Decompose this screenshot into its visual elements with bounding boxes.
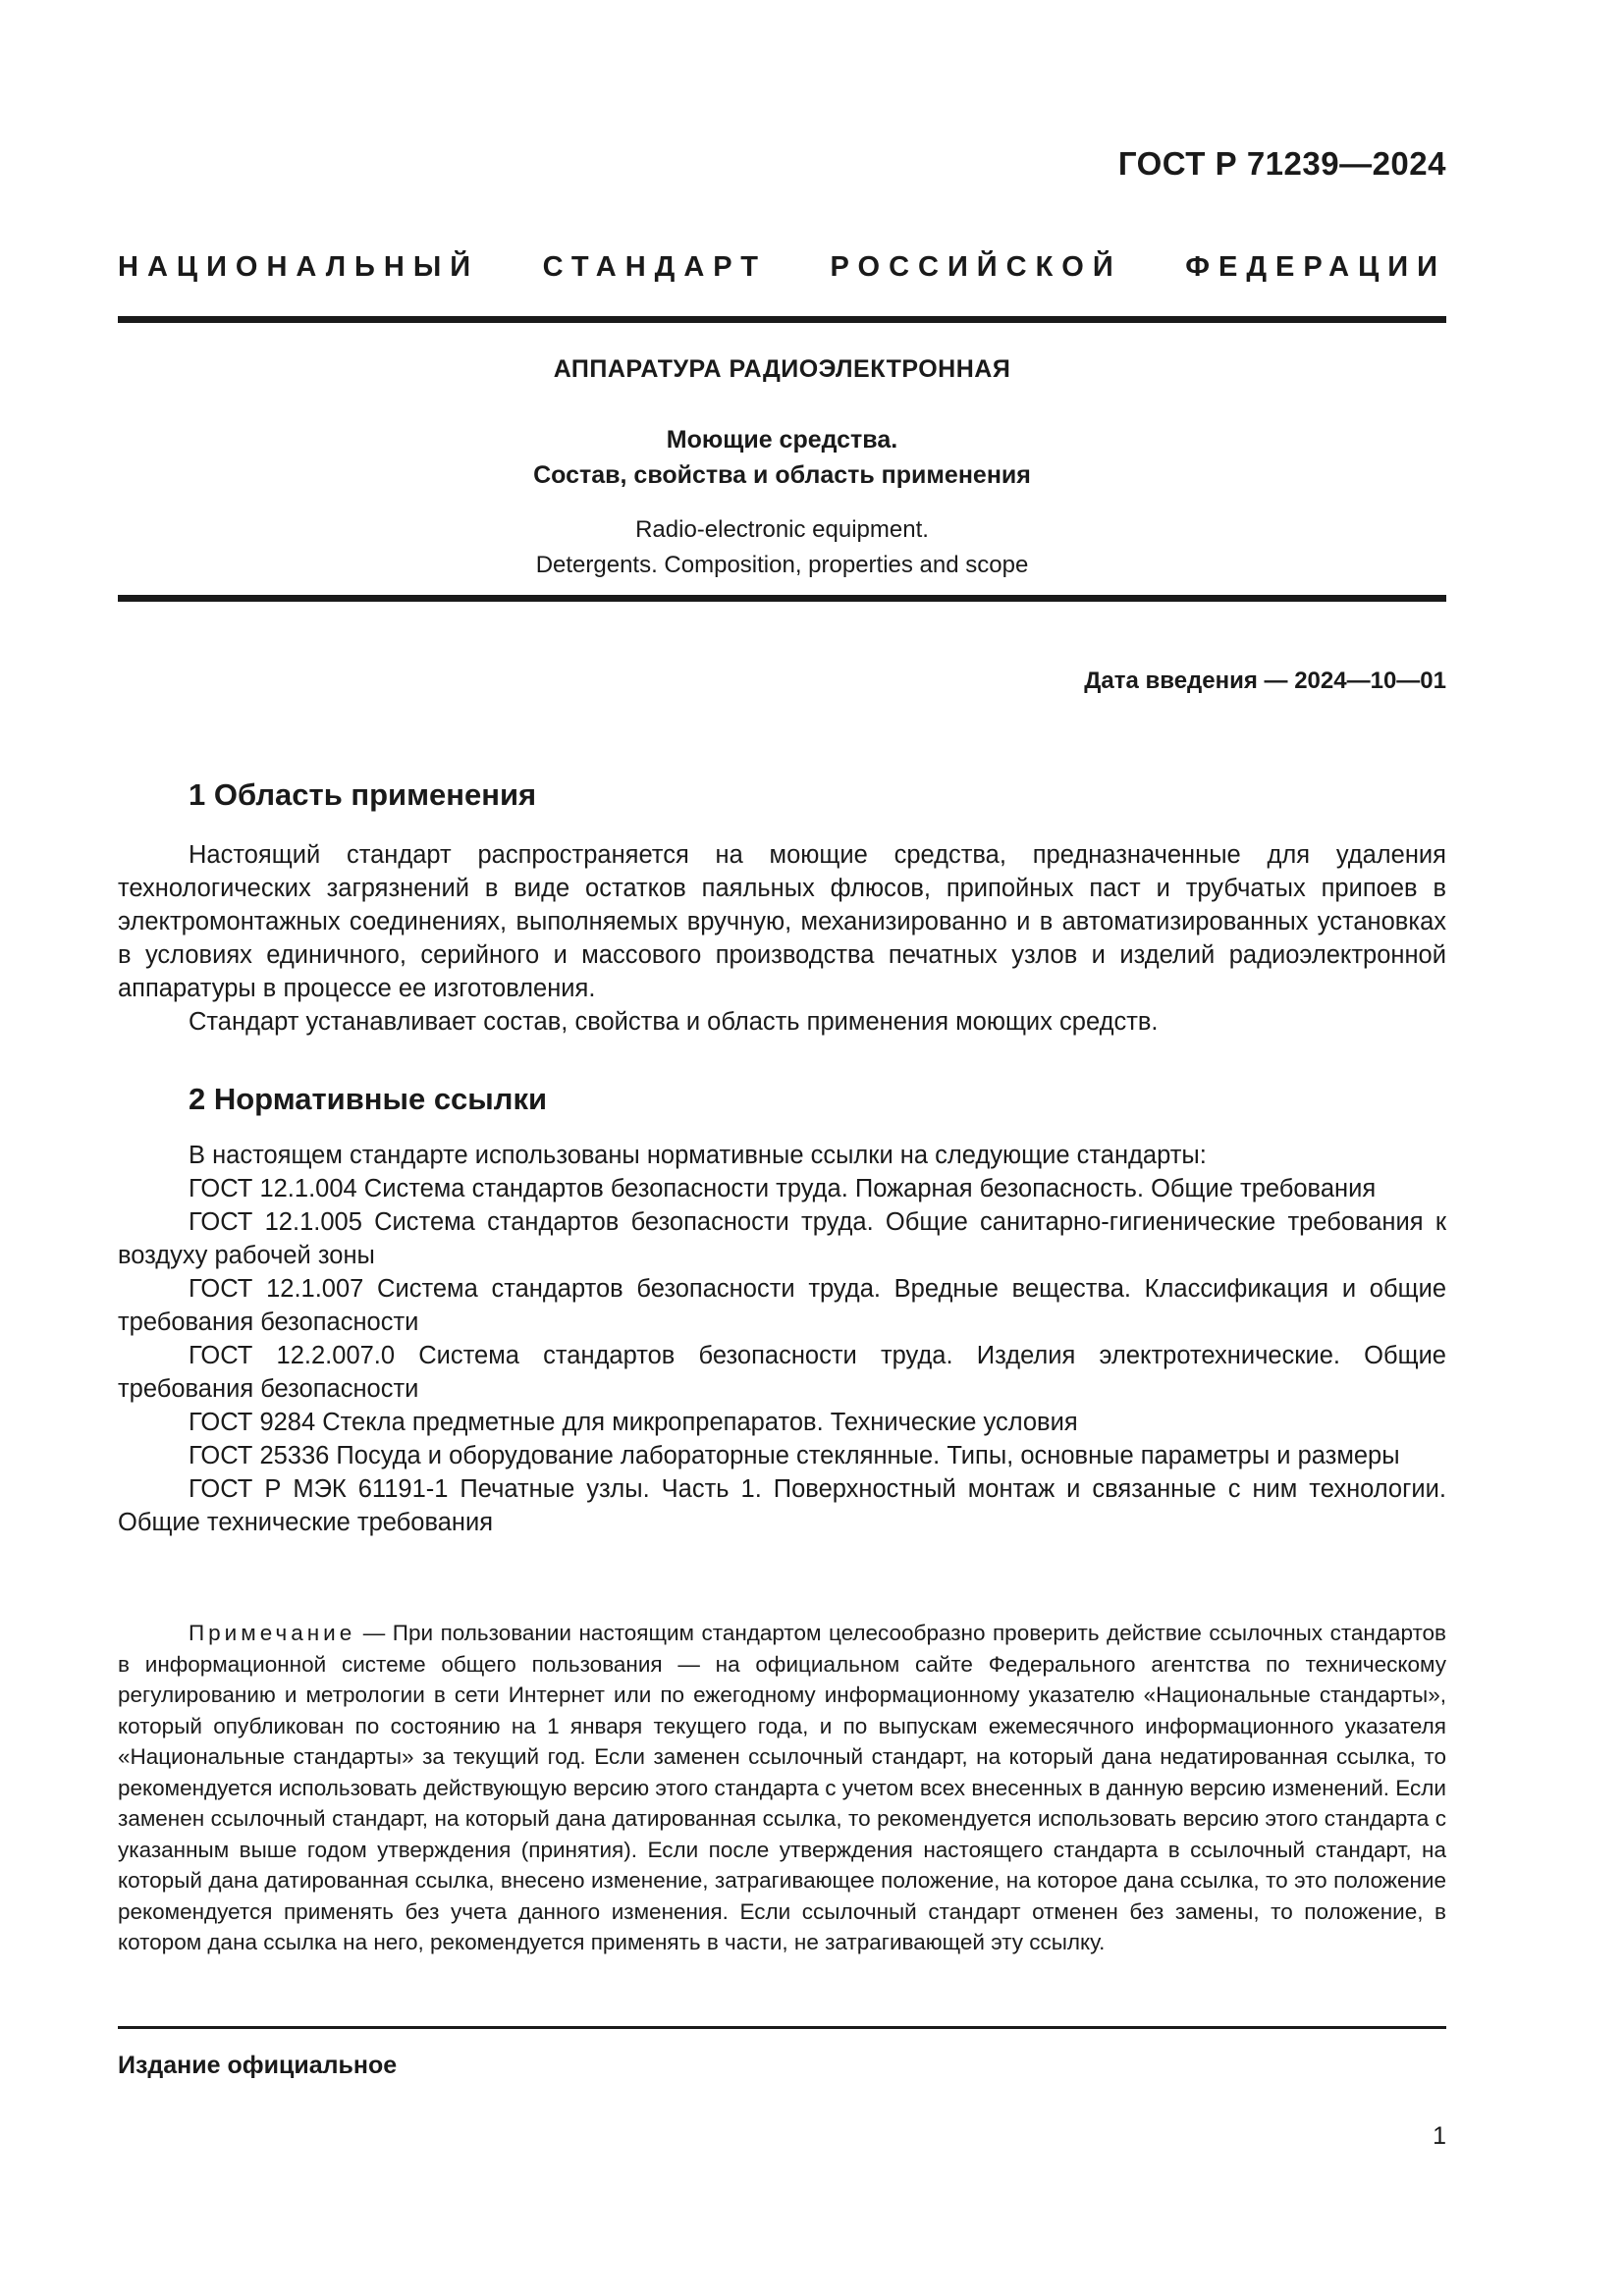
reference-item: ГОСТ Р МЭК 61191-1 Печатные узлы. Часть 1. Поверхностный монтаж и связанные с ним технологии. Общие технические требования xyxy=(118,1475,1446,1536)
section-2-heading: 2 Нормативные ссылки xyxy=(189,1082,548,1116)
document-page xyxy=(118,0,1446,2296)
english-title-line-1: Radio-electronic equipment. xyxy=(635,516,929,543)
subtitle-line-1: Моющие средства. xyxy=(666,426,898,454)
document-number: ГОСТ Р 71239—2024 xyxy=(1117,145,1446,182)
section-1-body xyxy=(118,838,1446,1039)
note-label: Примечание xyxy=(189,1621,356,1645)
section-1-paragraph-1: Настоящий стандарт распространяется на моющие средства, предназначенные для удаления технологических загрязнений в виде остатков паяльных флюсов, припойных паст и трубчатых припоев в электромонтажных соединениях, выполняемых вручную, механизированно и в автоматизированных установках в условиях единичного, серийного и массового производства печатных узлов и изделий радиоэлектронной аппаратуры в процессе ее изготовления. xyxy=(118,841,1446,1002)
reference-item: ГОСТ 12.1.007 Система стандартов безопасности труда. Вредные вещества. Классификация и общие требования безопасности xyxy=(118,1275,1446,1336)
reference-item: ГОСТ 9284 Стекла предметные для микропрепаратов. Технические условия xyxy=(189,1409,1078,1436)
section-2-body xyxy=(118,1139,1446,1539)
introduction-date: Дата введения — 2024—10—01 xyxy=(1084,667,1446,694)
national-standard-banner: НАЦИОНАЛЬНЫЙ СТАНДАРТ РОССИЙСКОЙ ФЕДЕРАЦИИ xyxy=(118,251,1446,283)
top-rule xyxy=(118,316,1446,323)
page-number: 1 xyxy=(1433,2122,1446,2150)
standard-title: АППАРАТУРА РАДИОЭЛЕКТРОННАЯ xyxy=(553,355,1011,383)
section-1-paragraph-2: Стандарт устанавливает состав, свойства и область применения моющих средств. xyxy=(189,1008,1159,1036)
note-paragraph xyxy=(118,1618,1446,1958)
reference-item: ГОСТ 12.1.005 Система стандартов безопасности труда. Общие санитарно-гигиенические требования к воздуху рабочей зоны xyxy=(118,1208,1446,1269)
official-edition-label: Издание официальное xyxy=(118,2052,398,2079)
english-title-line-2: Detergents. Composition, properties and scope xyxy=(535,552,1029,578)
standard-subtitle xyxy=(118,422,1446,493)
reference-item: ГОСТ 25336 Посуда и оборудование лабораторные стеклянные. Типы, основные параметры и размеры xyxy=(189,1442,1400,1469)
note-text: — При пользовании настоящим стандартом целесообразно проверить действие ссылочных стандартов в информационной системе общего пользования — на официальном сайте Федерального агентства по техническому регулированию и метрологии в сети Интернет или по ежегодному информационному указателю «Национальные стандарты», который опубликован по состоянию на 1 января текущего года, и по выпускам ежемесячного информационного указателя «Национальные стандарты» за текущий год. Если заменен ссылочный стандарт, на который дана недатированная ссылка, то рекомендуется использовать действующую версию этого стандарта с учетом всех внесенных в данную версию изменений. Если заменен ссылочный стандарт, на который дана датированная ссылка, то рекомендуется использовать версию этого стандарта с указанным выше годом утверждения (принятия). Если после утверждения настоящего стандарта в ссылочный стандарт, на который дана датированная ссылка, внесено изменение, затрагивающее положение, на которое дана ссылка, то это положение рекомендуется применять без учета данного изменения. Если ссылочный стандарт отменен без замены, то положение, в котором дана ссылка на него, рекомендуется применять в части, не затрагивающей эту ссылку. xyxy=(118,1621,1446,1954)
references-note xyxy=(118,1618,1446,1958)
subtitle-line-2: Состав, свойства и область применения xyxy=(533,461,1031,489)
section-1-heading: 1 Область применения xyxy=(189,777,537,812)
title-bottom-rule xyxy=(118,595,1446,602)
reference-item: ГОСТ 12.2.007.0 Система стандартов безопасности труда. Изделия электротехнические. Общие требования безопасности xyxy=(118,1342,1446,1403)
section-2-intro: В настоящем стандарте использованы нормативные ссылки на следующие стандарты: xyxy=(189,1142,1207,1169)
english-title xyxy=(118,512,1446,583)
footer-rule xyxy=(118,2026,1446,2029)
reference-item: ГОСТ 12.1.004 Система стандартов безопасности труда. Пожарная безопасность. Общие требования xyxy=(189,1175,1377,1202)
